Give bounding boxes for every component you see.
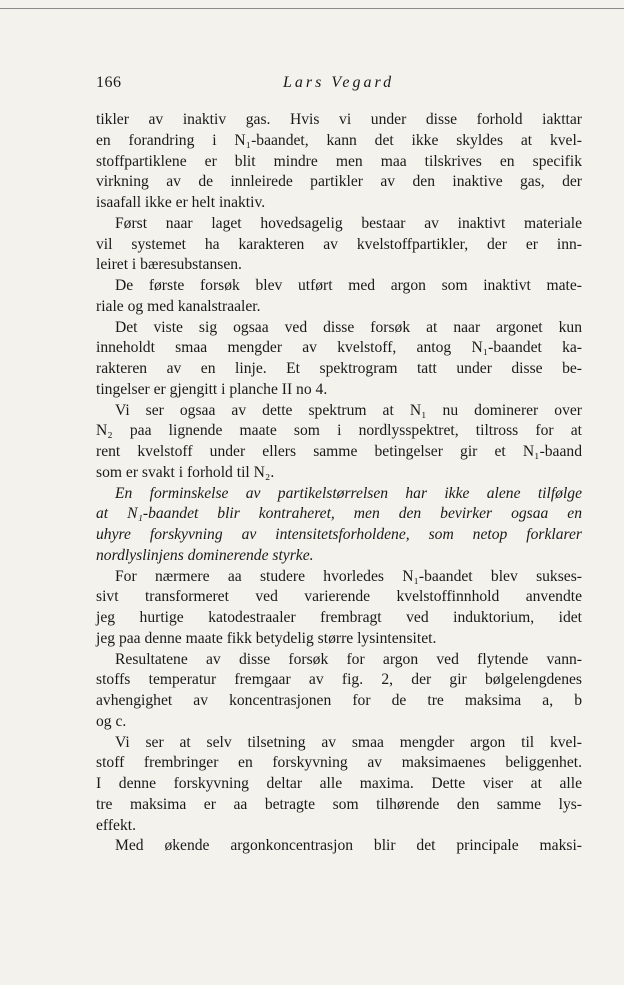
- text-line: Med økende argonkoncentrasjon blir det principale maksi-: [115, 837, 582, 855]
- text-line: Det viste sig ogsaa ved disse forsøk at naar argonet kun: [115, 318, 582, 336]
- text-line: som er svakt i forhold til N₂.: [96, 463, 275, 481]
- text-line: uhyre forskyvning av intensitetsforholdene, som netop forklarer: [96, 526, 582, 543]
- text-line: sivt transformeret ved varierende kvelstoffinnhold anvendte: [96, 588, 582, 606]
- page-number: 166: [96, 74, 122, 91]
- text-line: stoff frembringer en forskyvning av maksimaenes beliggenhet.: [96, 754, 582, 772]
- top-rule: [0, 8, 624, 9]
- text-line: stoffpartiklene er blit mindre men maa tilskrives en specifik: [96, 152, 582, 170]
- text-line: N₂ paa lignende maate som i nordlysspektret, tiltross for at: [96, 422, 582, 440]
- text-line: stoffs temperatur fremgaar av fig. 2, der gir bølgelengdenes: [96, 671, 582, 689]
- text-line: avhengighet av koncentrasjonen for de tre maksima a, b: [96, 692, 582, 709]
- text-line: tikler av inaktiv gas. Hvis vi under disse forhold iakttar: [96, 111, 582, 128]
- text-line: tingelser er gjengitt i planche II no 4.: [96, 380, 328, 398]
- text-line: De første forsøk blev utført med argon som inaktivt mate-: [115, 277, 582, 294]
- text-line: jeg hurtige katodestraaler frembragt ved induktorium, idet: [96, 609, 582, 626]
- text-line: Vi ser ogsaa av dette spektrum at N₁ nu dominerer over: [115, 401, 582, 419]
- text-line: inneholdt smaa mengder av kvelstoff, antog N₁-baandet ka-: [96, 339, 582, 357]
- text-line: Først naar laget hovedsagelig bestaar av inaktivt materiale: [115, 214, 582, 232]
- page-body: [96, 110, 582, 857]
- text-line: rent kvelstoff under ellers samme betingelser gir et N₁-baand: [96, 443, 582, 460]
- text-line: riale og med kanalstraaler.: [96, 297, 261, 315]
- text-line: For nærmere aa studere hvorledes N₁-baandet blev sukses-: [115, 567, 582, 585]
- text-line: rakteren av en linje. Et spektrogram tatt under disse be-: [96, 360, 582, 377]
- text-line: jeg paa denne maate fikk betydelig større lysintensitet.: [96, 629, 437, 647]
- text-line: Resultatene av disse forsøk for argon ved flytende vann-: [115, 650, 582, 668]
- text-line: leiret i bæresubstansen.: [96, 256, 242, 274]
- page-header: [96, 74, 582, 98]
- text-line: og c.: [96, 712, 127, 730]
- text-line: Vi ser at selv tilsetning av smaa mengder argon til kvel-: [115, 733, 582, 751]
- text-line: tre maksima er aa betragte som tilhørende den samme lys-: [96, 795, 582, 813]
- text-line: virkning av de innleirede partikler av den inaktive gas, der: [96, 173, 582, 191]
- text-line: en forandring i N₁-baandet, kann det ikke skyldes at kvel-: [96, 131, 582, 149]
- text-line: I denne forskyvning deltar alle maxima. Dette viser at alle: [96, 775, 582, 792]
- running-title: Lars Vegard: [283, 74, 395, 91]
- text-line: En forminskelse av partikelstørrelsen har ikke alene tilfølge: [115, 484, 582, 502]
- text-line: vil systemet ha karakteren av kvelstoffpartikler, der er inn-: [96, 235, 582, 253]
- text-line: effekt.: [96, 816, 136, 834]
- text-line: isaafall ikke er helt inaktiv.: [96, 194, 266, 211]
- text-line: nordlyslinjens dominerende styrke.: [96, 546, 314, 564]
- text-line: at N₁-baandet blir kontraheret, men den bevirker ogsaa en: [96, 505, 582, 523]
